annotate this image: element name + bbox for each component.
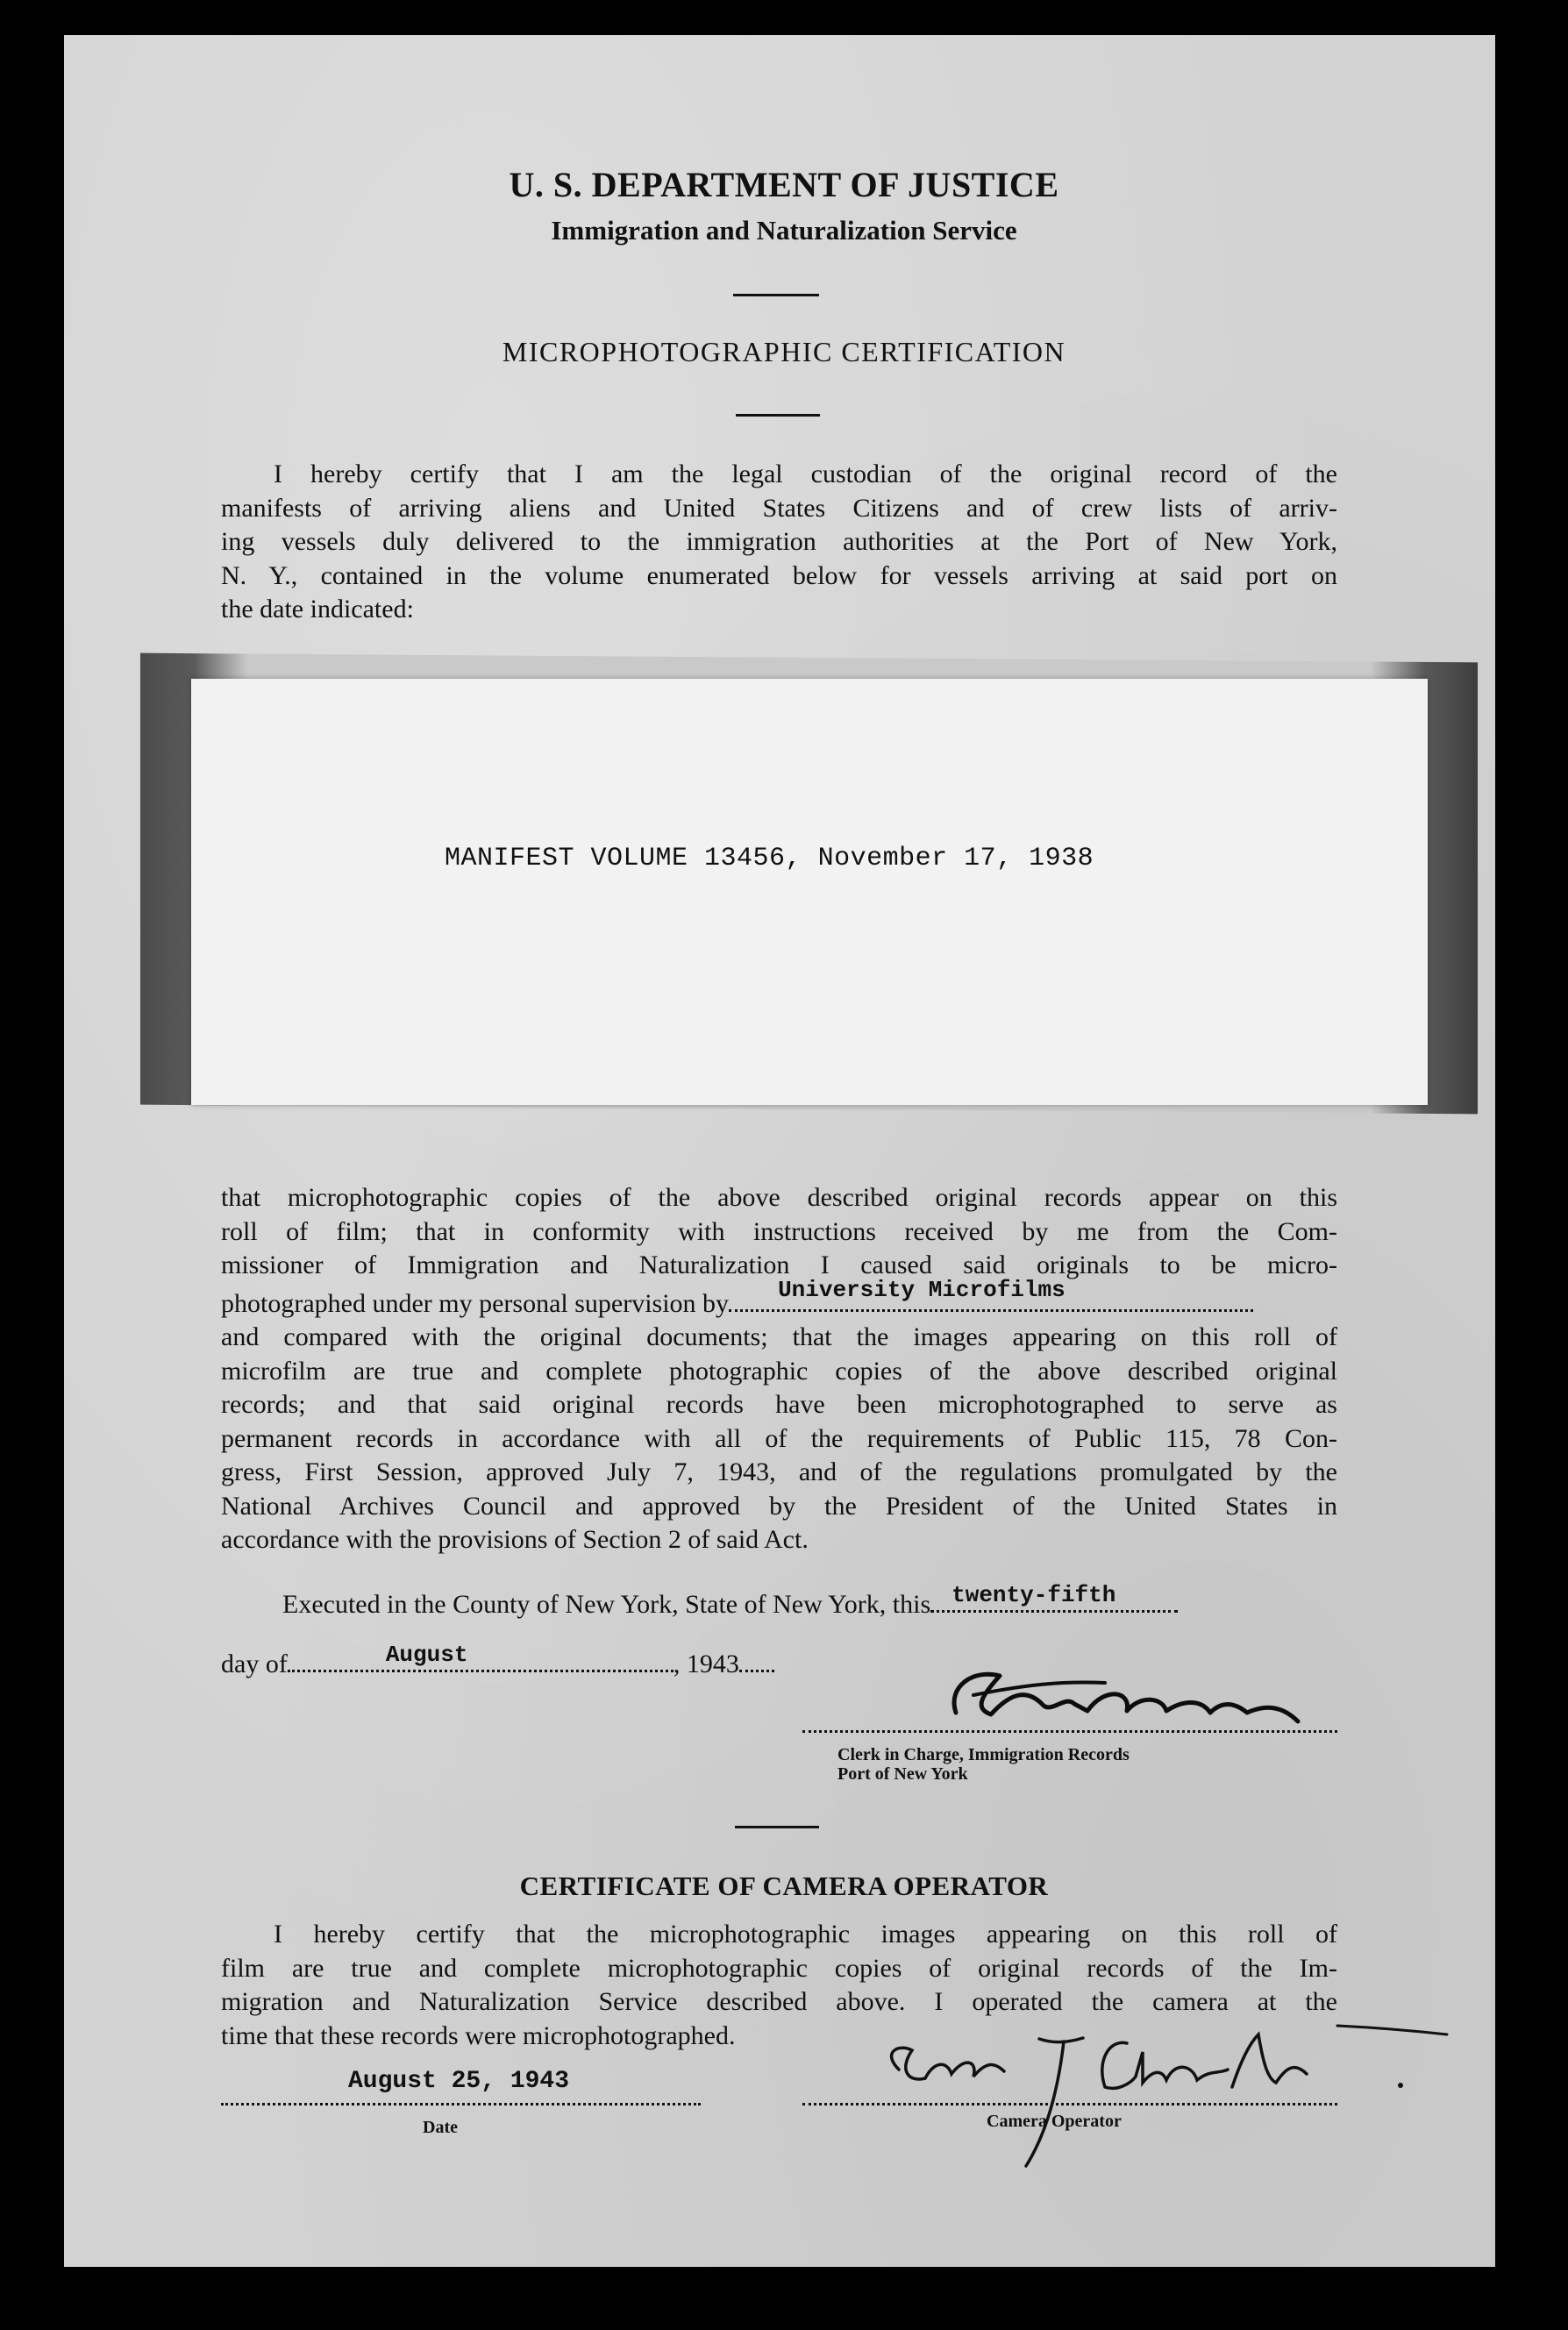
signature-stroke [892,2048,1004,2079]
camera-certificate-title: CERTIFICATE OF CAMERA OPERATOR [519,1870,1049,1901]
clerk-signature [921,1660,1342,1739]
clerk-signature-line [802,1730,1337,1733]
day-field [930,1582,1178,1613]
body-line-by [221,1277,1337,1322]
body-line: records; and that said original records have been microphotographed to serve as [221,1390,1337,1419]
month-value: August [385,1642,468,1668]
body-line: and compared with the original documents; that the images appearing on this roll of [221,1322,1337,1351]
camera-operator-signature [864,2008,1460,2184]
manifest-slip [191,679,1428,1105]
divider [733,294,819,296]
day-value: twenty-fifth [951,1582,1116,1608]
body-line: roll of film; that in conformity with instructions received by me from the Com- [221,1216,1337,1246]
operator-company-value: University Microfilms [778,1277,1066,1303]
year-suffix: 3 [725,1650,739,1678]
service-subheading: Immigration and Naturalization Service [551,215,1017,246]
body-line: accordance with the provisions of Section 2 of said Act. [221,1525,809,1554]
manifest-volume-text: MANIFEST VOLUME 13456, November 17, 1938 [445,844,1094,873]
certification-title: MICROPHOTOGRAPHIC CERTIFICATION [502,336,1066,367]
camera-line: I hereby certify that the microphotographic images appearing on this roll of [274,1920,1337,1949]
body-line: gress, First Session, approved July 7, 1943, and of the regulations promulgated by the [221,1457,1337,1486]
intro-line: the date indicated: [221,595,414,623]
month-field [288,1642,674,1672]
camera-operator-label: Camera Operator [987,2112,1122,2131]
clerk-title-line: Port of New York [837,1764,968,1784]
body-line: missioner of Immigration and Naturalization I caused said originals to be micro- [221,1251,1337,1279]
supervision-prefix: photographed under my personal supervision by [221,1288,730,1318]
date-line [221,2103,701,2106]
divider [736,414,820,417]
day-of-label: day of [221,1650,288,1678]
intro-line: ing vessels duly delivered to the immigration authorities at the Port of New York, [221,527,1337,556]
clerk-title-line: Clerk in Charge, Immigration Records [837,1745,1130,1764]
intro-paragraph [221,458,1337,627]
camera-line: film are true and complete microphotographic copies of original records of the Im- [221,1953,1337,1983]
intro-line: N. Y., contained in the volume enumerated below for vessels arriving at said port on [221,560,1337,590]
body-line: permanent records in accordance with all of the requirements of Public 115, 78 Con- [221,1423,1337,1453]
intro-line: manifests of arriving aliens and United States Citizens and of crew lists of arriv- [221,493,1337,523]
execution-line [282,1582,1178,1620]
execution-prefix: Executed in the County of New York, State of New York, this [282,1590,931,1619]
operator-company-field [729,1277,1253,1312]
body-line: that microphotographic copies of the above described original records appear on this [221,1183,1337,1212]
camera-operator-line [802,2103,1337,2106]
signature-stroke [1102,2042,1228,2088]
year-prefix: , 194 [673,1650,726,1678]
intro-line: I hereby certify that I am the legal custodian of the original record of the [274,460,1337,488]
signature-dot [1398,2083,1403,2088]
clerk-signature-stroke [954,1674,1298,1721]
camera-line: migration and Naturalization Service described above. I operated the camera at the [221,1987,1337,2016]
divider [735,1826,819,1828]
signature-flourish [1337,2026,1447,2034]
signature-stroke [1232,2034,1307,2087]
date-label: Date [423,2118,458,2137]
department-heading: U. S. DEPARTMENT OF JUSTICE [509,165,1059,204]
body-line: microfilm are true and complete photographic copies of the above described original [221,1356,1337,1386]
year-trailing-dots [739,1649,774,1672]
date-value: August 25, 1943 [348,2068,570,2095]
body-line: National Archives Council and approved by the President of the United States in [221,1491,1337,1521]
signature-stroke [1026,2038,1083,2166]
day-of-line [221,1642,774,1679]
clerk-title [837,1745,1130,1784]
camera-line: time that these records were microphotographed. [221,2020,736,2050]
body-paragraph [221,1181,1337,1557]
